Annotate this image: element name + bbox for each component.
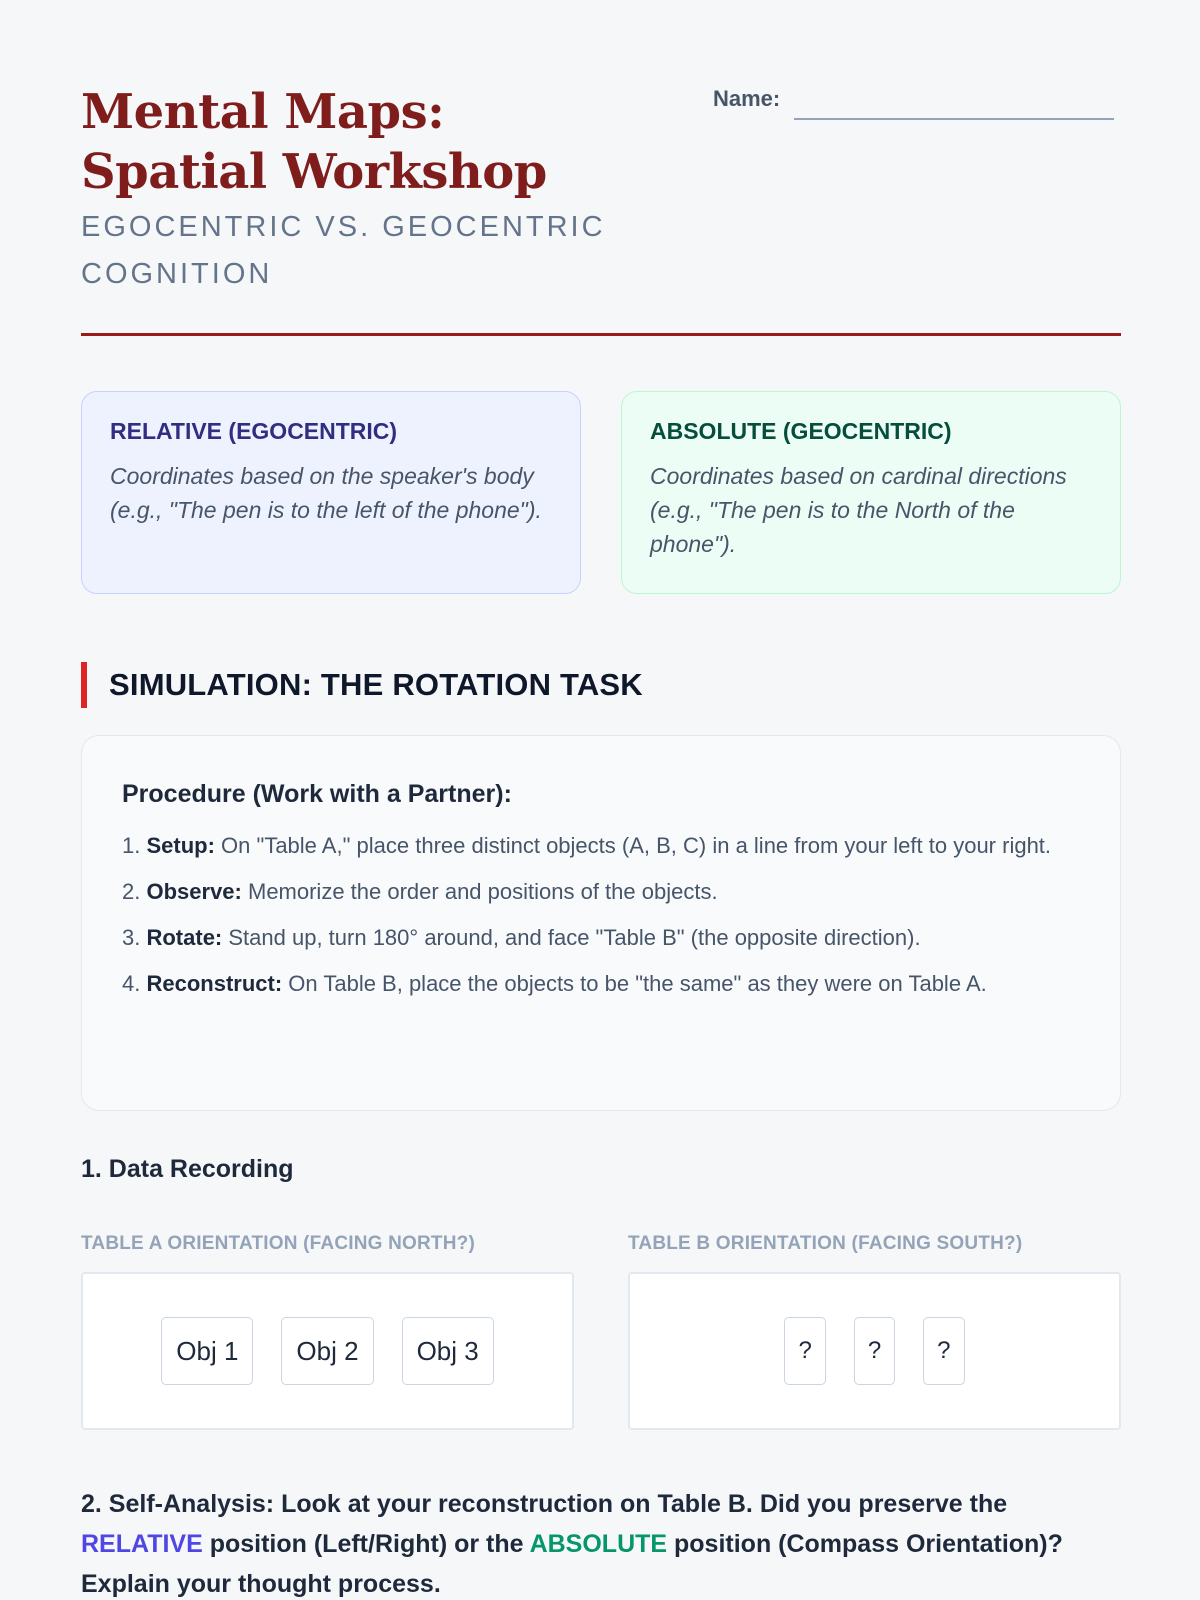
step-number: 4. (122, 971, 141, 996)
relative-keyword: RELATIVE (81, 1530, 203, 1558)
absolute-keyword: ABSOLUTE (529, 1530, 668, 1558)
page-title: Mental Maps: Spatial Workshop (81, 84, 547, 200)
procedure-steps (122, 829, 1080, 1000)
absolute-heading: ABSOLUTE (GEOCENTRIC) (650, 418, 952, 444)
data-recording-heading: 1. Data Recording (81, 1155, 294, 1183)
table-b-slot-2[interactable]: ? (854, 1317, 895, 1385)
relative-heading: RELATIVE (EGOCENTRIC) (110, 418, 398, 444)
step-text: On Table B, place the objects to be "the same" as they were on Table A. (282, 971, 987, 996)
procedure-step-2 (122, 875, 1080, 908)
section-accent-bar (81, 662, 87, 708)
step-text: On "Table A," place three distinct objects (A, B, C) in a line from your left to your right. (214, 833, 1052, 858)
question-text-2: position (Left/Right) or the (202, 1530, 530, 1558)
table-b-slot-3[interactable]: ? (923, 1317, 964, 1385)
relative-description: Coordinates based on the speaker's body (e.g., "The pen is to the left of the phone"). (110, 463, 542, 523)
relative-definition-card (81, 391, 581, 594)
procedure-box (81, 735, 1121, 1111)
worksheet-header (81, 82, 1121, 338)
procedure-title: Procedure (Work with a Partner): (122, 780, 512, 808)
procedure-step-3 (122, 921, 1080, 954)
table-b-label: TABLE B ORIENTATION (FACING SOUTH?) (628, 1233, 1023, 1254)
table-b-slot-1[interactable]: ? (784, 1317, 825, 1385)
table-a-object-2[interactable]: Obj 2 (281, 1317, 373, 1385)
name-field-group (713, 86, 1114, 120)
step-number: 1. (122, 833, 141, 858)
step-text: Stand up, turn 180° around, and face "Table B" (the opposite direction). (222, 925, 921, 950)
table-a-object-3[interactable]: Obj 3 (402, 1317, 494, 1385)
self-analysis-question (81, 1484, 1121, 1600)
question-text-1: 2. Self-Analysis: Look at your reconstruction on Table B. Did you preserve the (81, 1490, 1008, 1518)
procedure-step-1 (122, 829, 1080, 862)
name-label: Name: (713, 86, 781, 111)
simulation-section-header (81, 662, 643, 708)
table-a-box (81, 1272, 574, 1430)
absolute-description: Coordinates based on cardinal directions (e.g., "The pen is to the North of the phone"). (650, 463, 1067, 557)
step-number: 2. (122, 879, 141, 904)
step-label: Setup: (146, 833, 215, 858)
step-label: Reconstruct: (146, 971, 283, 996)
absolute-definition-card (621, 391, 1121, 594)
header-divider (81, 333, 1121, 336)
page-subtitle: EGOCENTRIC VS. GEOCENTRIC COGNITION (81, 211, 606, 290)
simulation-heading: SIMULATION: THE ROTATION TASK (109, 667, 643, 702)
table-b-box (628, 1272, 1121, 1430)
table-a-object-1[interactable]: Obj 1 (161, 1317, 253, 1385)
step-text: Memorize the order and positions of the objects. (241, 879, 718, 904)
question-text-3: position (Compass Orientation)? Explain your thought process. (81, 1530, 1063, 1598)
procedure-step-4 (122, 967, 1080, 1000)
step-label: Rotate: (146, 925, 223, 950)
name-input-line[interactable] (794, 88, 1114, 120)
step-label: Observe: (146, 879, 242, 904)
table-a-label: TABLE A ORIENTATION (FACING NORTH?) (81, 1233, 475, 1254)
step-number: 3. (122, 925, 141, 950)
